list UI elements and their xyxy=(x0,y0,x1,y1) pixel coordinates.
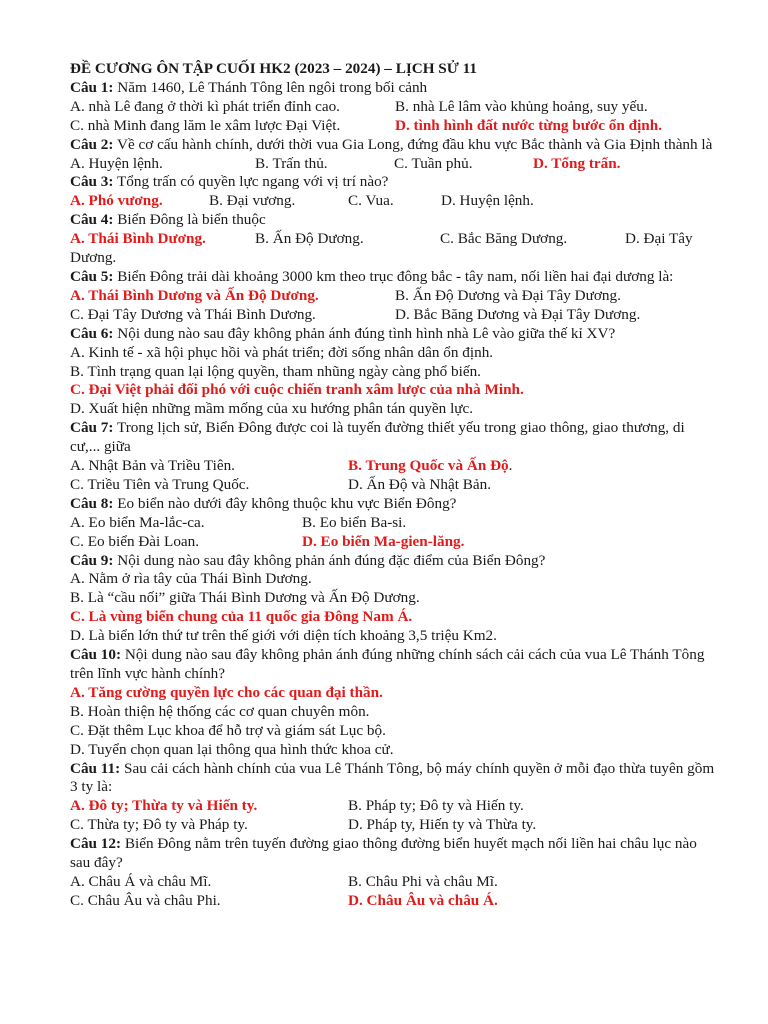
answer-b: B. Đại vương. xyxy=(209,192,296,210)
answer-row xyxy=(70,797,718,816)
question-11 xyxy=(70,760,718,798)
answer-row xyxy=(70,514,718,533)
answer-row xyxy=(70,117,718,136)
answer-c: C. Đại Tây Dương và Thái Bình Dương. xyxy=(70,305,316,323)
answer-b: B. nhà Lê lâm vào khủng hoảng, suy yếu. xyxy=(395,97,648,115)
answer-row xyxy=(70,476,718,495)
answer-c: C. Vua. xyxy=(348,192,394,210)
answer-a: A. Kinh tế - xã hội phục hồi và phát triển; đời sống nhân dân ổn định. xyxy=(70,343,494,361)
answer-row xyxy=(70,873,718,892)
answer-a: A. Huyện lệnh. xyxy=(70,154,163,172)
answer-c: C. Châu Âu và châu Phi. xyxy=(70,891,221,909)
question-4 xyxy=(70,211,718,230)
answer-row xyxy=(70,533,718,552)
answer-d-correct: D. Tổng trấn. xyxy=(533,154,621,172)
question-text: Biển Đông trải dài khoảng 3000 km theo trục đông bắc - tây nam, nối liền hai đại dương là: xyxy=(113,267,674,285)
answer-b-period: . xyxy=(508,457,513,475)
answer-d: D. Pháp ty, Hiến ty và Thừa ty. xyxy=(348,816,537,834)
answer-row xyxy=(70,230,718,249)
question-label: Câu 5: xyxy=(70,267,114,285)
answer-a: A. Châu Á và châu Mĩ. xyxy=(70,872,212,890)
answer-b: B. Ấn Độ Dương. xyxy=(255,230,364,248)
question-5 xyxy=(70,268,718,287)
answer-c: C. Thừa ty; Đô ty và Pháp ty. xyxy=(70,816,248,834)
answer-b: B. Châu Phi và châu Mĩ. xyxy=(348,872,498,890)
answer-b: B. Là “cầu nối” giữa Thái Bình Dương và Ấn Độ Dương. xyxy=(70,589,420,607)
answer-d-correct: D. Châu Âu và châu Á. xyxy=(348,891,498,909)
answer-row xyxy=(70,457,718,476)
question-label: Câu 3: xyxy=(70,173,114,191)
answer-a-correct: A. Thái Bình Dương và Ấn Độ Dương. xyxy=(70,286,319,304)
question-text: Tổng trấn có quyền lực ngang với vị trí nào? xyxy=(113,173,389,191)
answer-c: C. Tuần phủ. xyxy=(394,154,473,172)
answer-d: D. Tuyển chọn quan lại thông qua hình thức khoa cử. xyxy=(70,740,394,758)
page-title: ĐỀ CƯƠNG ÔN TẬP CUỐI HK2 (2023 – 2024) – LỊCH SỬ 11 xyxy=(70,60,477,77)
question-label: Câu 12: xyxy=(70,835,122,853)
answer-a-correct: A. Tăng cường quyền lực cho các quan đại thần. xyxy=(70,683,383,701)
answer-b: B. Hoàn thiện hệ thống các cơ quan chuyên môn. xyxy=(70,702,370,720)
question-text: Năm 1460, Lê Thánh Tông lên ngôi trong bối cảnh xyxy=(113,78,428,96)
answer-c: C. Bắc Băng Dương. xyxy=(440,230,568,248)
answer-a: A. Eo biển Ma-lắc-ca. xyxy=(70,513,205,531)
answer-row xyxy=(70,816,718,835)
question-12 xyxy=(70,835,718,873)
question-text: Trong lịch sử, Biển Đông được coi là tuyến đường thiết yếu trong giao thông, giao thương, di cư,... giữa xyxy=(70,419,685,456)
answer-c-correct: C. Đại Việt phải đối phó với cuộc chiến tranh xâm lược của nhà Minh. xyxy=(70,381,524,399)
answer-row xyxy=(70,98,718,117)
answer-d-correct: D. Eo biển Ma-gien-lăng. xyxy=(302,532,465,550)
answer-b: B. Ấn Độ Dương và Đại Tây Dương. xyxy=(395,286,621,304)
answer-row xyxy=(70,892,718,911)
question-label: Câu 8: xyxy=(70,494,114,512)
question-label: Câu 9: xyxy=(70,551,114,569)
question-2 xyxy=(70,136,718,155)
answer-a: A. Nằm ở rìa tây của Thái Bình Dương. xyxy=(70,570,312,588)
answer-c: C. Triều Tiên và Trung Quốc. xyxy=(70,475,250,493)
question-3 xyxy=(70,173,718,192)
answer-row xyxy=(70,306,718,325)
question-text: Nội dung nào sau đây không phản ánh đúng những chính sách cải cách của vua Lê Thánh Tông trên lĩnh vực hành chính? xyxy=(70,646,705,682)
answer-d: D. Huyện lệnh. xyxy=(441,192,534,210)
answer-b: B. Trấn thủ. xyxy=(255,154,328,172)
question-label: Câu 11: xyxy=(70,759,121,777)
answer-c-correct: C. Là vùng biển chung của 11 quốc gia Đông Nam Á. xyxy=(70,608,413,626)
answer-c: C. nhà Minh đang lăm le xâm lược Đại Việt. xyxy=(70,116,341,134)
question-7 xyxy=(70,419,718,457)
answer-row xyxy=(70,192,718,211)
question-1 xyxy=(70,79,718,98)
question-6 xyxy=(70,325,718,344)
answer-row xyxy=(70,287,718,306)
answer-a: A. Nhật Bản và Triều Tiên. xyxy=(70,457,235,475)
answer-d: D. Ấn Độ và Nhật Bản. xyxy=(348,475,491,493)
question-label: Câu 1: xyxy=(70,78,114,96)
question-label: Câu 4: xyxy=(70,211,114,229)
answer-a-correct: A. Thái Bình Dương. xyxy=(70,230,206,248)
question-8 xyxy=(70,495,718,514)
answer-b: B. Tình trạng quan lại lộng quyền, tham nhũng ngày càng phổ biến. xyxy=(70,362,481,380)
answer-d: D. Đại Tây xyxy=(625,230,693,248)
answer-c: C. Đặt thêm Lục khoa để hỗ trợ và giám sát Lục bộ. xyxy=(70,721,386,739)
answer-c: C. Eo biển Đài Loan. xyxy=(70,532,200,550)
answer-d-correct: D. tình hình đất nước từng bước ổn định. xyxy=(395,116,662,134)
question-text: Eo biển nào dưới đây không thuộc khu vực Biển Đông? xyxy=(113,494,457,512)
answer-a-correct: A. Đô ty; Thừa ty và Hiến ty. xyxy=(70,797,258,815)
question-text: Biển Đông nằm trên tuyến đường giao thông đường biển huyết mạch nối liền hai châu lục nào sau đây? xyxy=(70,835,697,872)
answer-a-correct: A. Phó vương. xyxy=(70,192,163,210)
answer-d: D. Bắc Băng Dương và Đại Tây Dương. xyxy=(395,305,641,323)
question-text: Nội dung nào sau đây không phản ánh đúng đặc điểm của Biển Đông? xyxy=(113,551,546,569)
answer-d-continuation: Dương. xyxy=(70,249,117,267)
question-label: Câu 2: xyxy=(70,135,114,153)
answer-d: D. Là biển lớn thứ tư trên thế giới với diện tích khoảng 3,5 triệu Km2. xyxy=(70,627,497,645)
question-label: Câu 7: xyxy=(70,419,114,437)
answer-b-correct: B. Trung Quốc và Ấn Độ xyxy=(348,457,509,475)
question-text: Về cơ cấu hành chính, dưới thời vua Gia Long, đứng đầu khu vực Bắc thành và Gia Định thành là xyxy=(113,135,713,153)
answer-b: B. Pháp ty; Đô ty và Hiến ty. xyxy=(348,797,524,815)
answer-row xyxy=(70,155,718,174)
question-text: Biển Đông là biển thuộc xyxy=(113,211,266,229)
question-text: Sau cải cách hành chính của vua Lê Thánh Tông, bộ máy chính quyền ở mỗi đạo thừa tuyên gồm 3 ty là: xyxy=(70,759,715,796)
question-label: Câu 6: xyxy=(70,324,114,342)
answer-a: A. nhà Lê đang ở thời kì phát triển đỉnh cao. xyxy=(70,97,340,115)
question-label: Câu 10: xyxy=(70,646,122,664)
answer-d: D. Xuất hiện những mầm mống của xu hướng phân tán quyền lực. xyxy=(70,400,474,418)
question-text: Nội dung nào sau đây không phản ánh đúng tình hình nhà Lê vào giữa thế kỉ XV? xyxy=(113,324,616,342)
question-10 xyxy=(70,646,718,684)
answer-b: B. Eo biển Ba-si. xyxy=(302,513,407,531)
question-9 xyxy=(70,552,718,571)
